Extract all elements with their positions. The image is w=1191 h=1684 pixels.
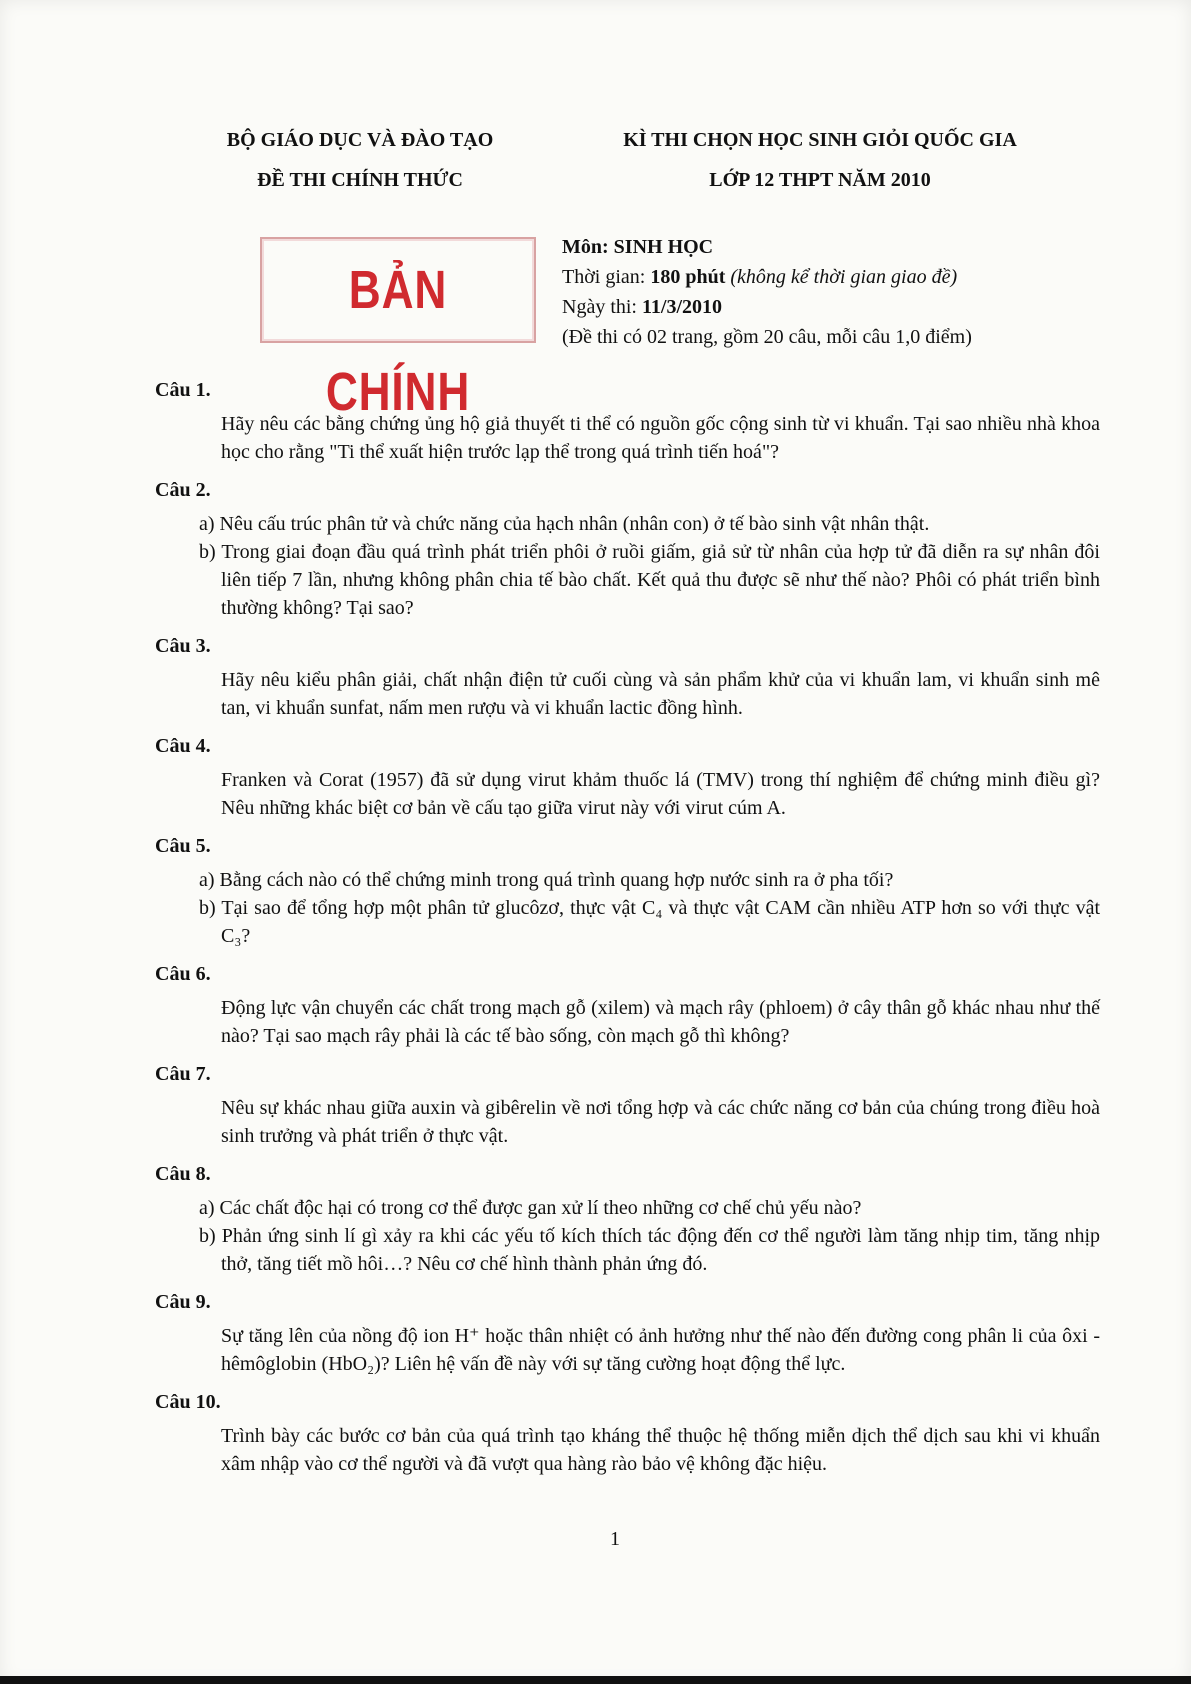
question-2	[155, 476, 1100, 622]
exam-title: KÌ THI CHỌN HỌC SINH GIỎI QUỐC GIA	[623, 129, 1017, 151]
time-note: (không kể thời gian giao đề)	[725, 266, 958, 288]
question-item: b) Trong giai đoạn đầu quá trình phát triển phôi ở ruồi giấm, giả sử từ nhân của hợp tử đã diễn ra sự nhân đôi liên tiếp 7 lần, nhưng không phân chia tế bào chất. Kết quả thu được sẽ như thế nào? Phôi có phát triển bình thường không? Tại sao?	[199, 541, 1100, 619]
question-list	[155, 376, 1100, 1488]
question-title: Câu 3.	[155, 635, 211, 657]
question-title: Câu 2.	[155, 479, 211, 501]
question-5	[155, 832, 1100, 950]
exam-subtitle: LỚP 12 THPT NĂM 2010	[709, 169, 931, 191]
ministry-name: BỘ GIÁO DỤC VÀ ĐÀO TẠO	[226, 129, 494, 151]
question-body: Franken và Corat (1957) đã sử dụng virut khảm thuốc lá (TMV) trong thí nghiệm để chứng minh điều gì? Nêu những khác biệt cơ bản về cấu tạo giữa virut này với virut cúm A.	[221, 769, 1100, 819]
question-1	[155, 376, 1100, 466]
question-body: Động lực vận chuyển các chất trong mạch gỗ (xilem) và mạch rây (phloem) ở cây thân gỗ khác nhau như thế nào? Tại sao mạch rây phải là các tế bào sống, còn mạch gỗ thì không?	[221, 997, 1100, 1047]
time-line	[562, 262, 1082, 292]
question-6	[155, 960, 1100, 1050]
question-item: a) Các chất độc hại có trong cơ thể được gan xử lí theo những cơ chế chủ yếu nào?	[199, 1197, 862, 1219]
question-title: Câu 6.	[155, 963, 211, 985]
question-8	[155, 1160, 1100, 1278]
header-right	[565, 120, 1075, 200]
scan-bottom-border	[0, 1676, 1191, 1684]
question-title: Câu 7.	[155, 1063, 211, 1085]
question-title: Câu 10.	[155, 1391, 221, 1413]
time-label: Thời gian:	[562, 266, 651, 288]
question-item: b) Tại sao để tổng hợp một phân tử glucôzơ, thực vật C₄ và thực vật CAM cần nhiều ATP hơn so với thực vật C₃?	[199, 897, 1100, 947]
date-value: 11/3/2010	[642, 296, 723, 318]
question-item: a) Bằng cách nào có thể chứng minh trong quá trình quang hợp nước sinh ra ở pha tối?	[199, 869, 894, 891]
question-title: Câu 1.	[155, 379, 211, 401]
question-title: Câu 5.	[155, 835, 211, 857]
question-title: Câu 9.	[155, 1291, 211, 1313]
question-item: a) Nêu cấu trúc phân tử và chức năng của hạch nhân (nhân con) ở tế bào sinh vật nhân thật.	[199, 513, 930, 535]
date-label: Ngày thi:	[562, 296, 642, 318]
exam-summary: (Đề thi có 02 trang, gồm 20 câu, mỗi câu 1,0 điểm)	[562, 326, 972, 348]
question-title: Câu 8.	[155, 1163, 211, 1185]
question-title: Câu 4.	[155, 735, 211, 757]
subject-label: Môn: SINH HỌC	[562, 236, 714, 258]
official-exam-label: ĐỀ THI CHÍNH THỨC	[257, 169, 463, 191]
question-7	[155, 1060, 1100, 1150]
question-body: Trình bày các bước cơ bản của quá trình tạo kháng thể thuộc hệ thống miễn dịch thể dịch sau khi vi khuẩn xâm nhập vào cơ thể người và đã vượt qua hàng rào bảo vệ không đặc hiệu.	[221, 1425, 1100, 1475]
exam-meta	[562, 232, 1082, 352]
time-value: 180 phút	[650, 266, 726, 288]
header-left	[180, 120, 540, 200]
stamp-text: BẢN CHÍNH	[325, 260, 471, 422]
question-10	[155, 1388, 1100, 1478]
official-stamp	[260, 237, 536, 422]
question-item: b) Phản ứng sinh lí gì xảy ra khi các yếu tố kích thích tác động đến cơ thể người làm tăng nhịp tim, tăng nhịp thở, tăng tiết mồ hôi…? Nêu cơ chế hình thành phản ứng đó.	[199, 1225, 1100, 1275]
question-body: Sự tăng lên của nồng độ ion H⁺ hoặc thân nhiệt có ảnh hưởng như thế nào đến đường cong phân li của ôxi - hêmôglobin (HbO₂)? Liên hệ vấn đề này với sự tăng cường hoạt động thể lực.	[221, 1325, 1100, 1375]
question-9	[155, 1288, 1100, 1378]
question-3	[155, 632, 1100, 722]
page-number: 1	[610, 1528, 620, 1550]
question-body: Nêu sự khác nhau giữa auxin và gibêrelin về nơi tổng hợp và các chức năng cơ bản của chúng trong điều hoà sinh trưởng và phát triển ở thực vật.	[221, 1097, 1100, 1147]
question-body: Hãy nêu các bằng chứng ủng hộ giả thuyết ti thể có nguồn gốc cộng sinh từ vi khuẩn. Tại sao nhiều nhà khoa học cho rằng "Ti thể xuất hiện trước lạp thể trong quá trình tiến hoá"?	[221, 413, 1100, 463]
question-4	[155, 732, 1100, 822]
question-body: Hãy nêu kiểu phân giải, chất nhận điện tử cuối cùng và sản phẩm khử của vi khuẩn lam, vi khuẩn sinh mê tan, vi khuẩn sunfat, nấm men rượu và vi khuẩn lactic đồng hình.	[221, 669, 1100, 719]
date-line	[562, 292, 1082, 322]
